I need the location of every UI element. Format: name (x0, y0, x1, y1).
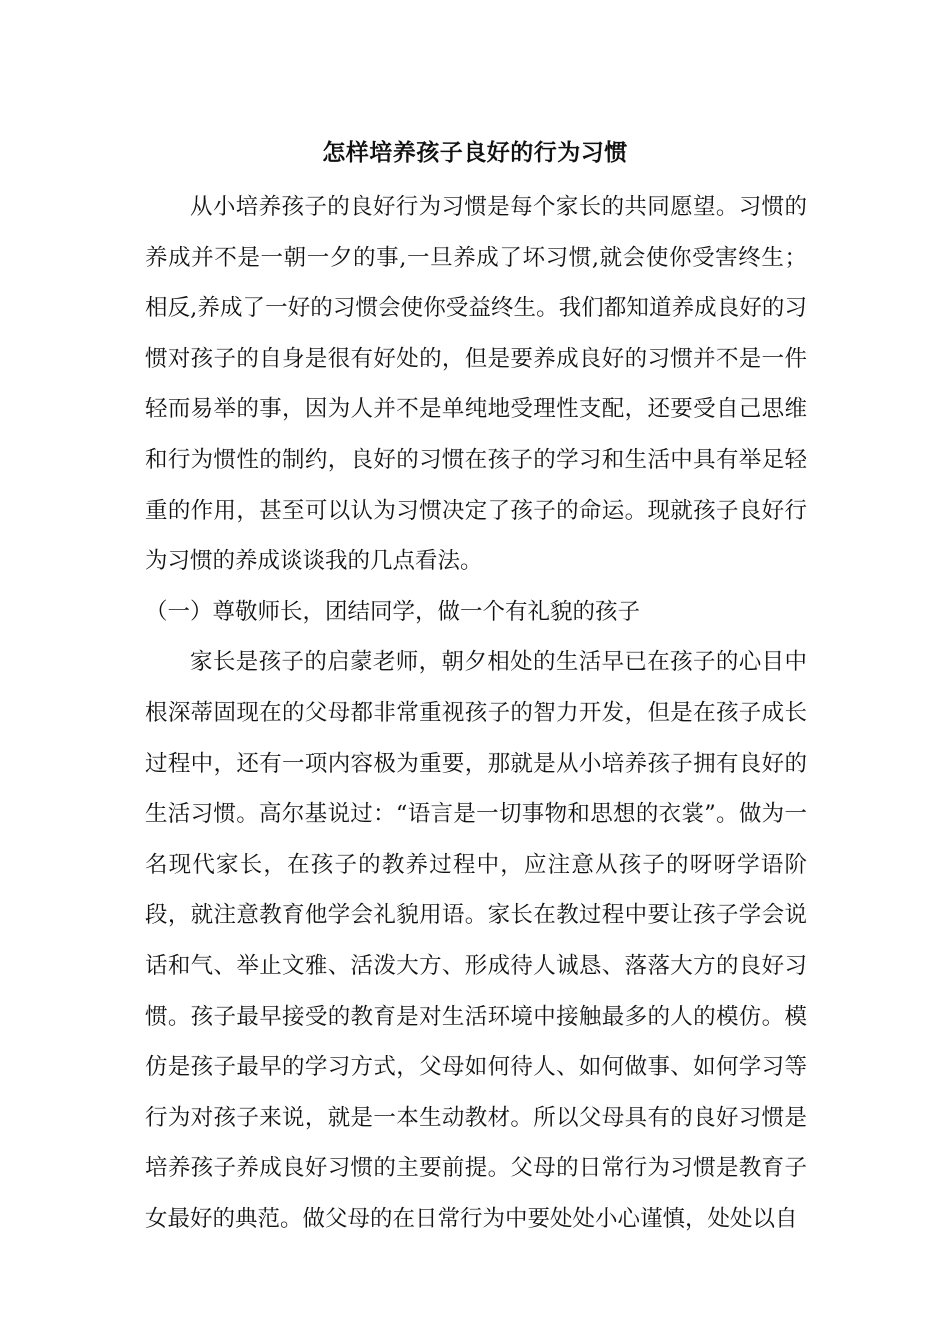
paragraph-intro: 从小培养孩子的良好行为习惯是每个家长的共同愿望。习惯的养成并不是一朝一夕的事,一旦养成了坏习惯,就会使你受害终生；相反,养成了一好的习惯会使你受益终生。我们都知道养成良好的习惯对孩子的自身是很有好处的，但是要养成良好的习惯并不是一件轻而易举的事，因为人并不是单纯地受理性支配，还要受自己思维和行为惯性的制约，良好的习惯在孩子的学习和生活中具有举足轻重的作用，甚至可以认为习惯决定了孩子的命运。现就孩子良好行为习惯的养成谈谈我的几点看法。 (145, 194, 807, 575)
paragraph-section-1: 家长是孩子的启蒙老师，朝夕相处的生活早已在孩子的心目中根深蒂固现在的父母都非常重视孩子的智力开发，但是在孩子成长过程中，还有一项内容极为重要，那就是从小培养孩子拥有良好的生活习惯。高尔基说过：“语言是一切事物和思想的衣裳”。做为一名现代家长，在孩子的教养过程中，应注意从孩子的呀呀学语阶段，就注意教育他学会礼貌用语。家长在教过程中要让孩子学会说话和气、举止文雅、活泼大方、形成待人诚恳、落落大方的良好习惯。孩子最早接受的教育是对生活环境中接触最多的人的模仿。模仿是孩子最早的学习方式，父母如何待人、如何做事、如何学习等行为对孩子来说，就是一本生动教材。所以父母具有的良好习惯是培养孩子养成良好习惯的主要前提。父母的日常行为习惯是教育子女最好的典范。做父母的在日常行为中要处处小心谨慎，处处以自 (145, 649, 807, 1232)
document-title: 怎样培养孩子良好的行为习惯 (322, 139, 628, 166)
document-body (145, 182, 807, 1244)
section-heading: （一）尊敬师长，团结同学，做一个有礼貌的孩子 (145, 598, 641, 625)
